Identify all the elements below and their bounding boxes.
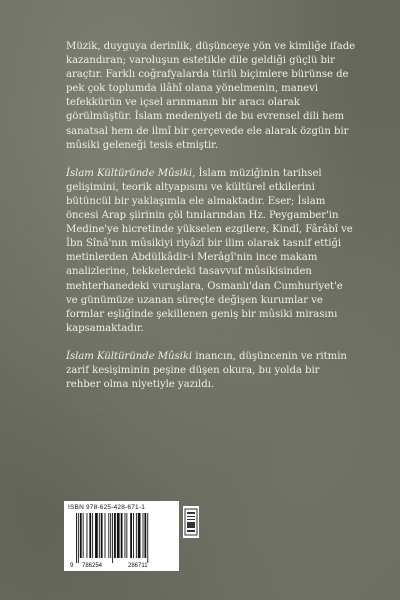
barcode-bar (144, 513, 146, 558)
blurb-text-block (66, 40, 356, 406)
barcode-bar (121, 513, 123, 558)
book-title-italic: İslam Kültüründe Mûsiki (66, 167, 193, 179)
barcode-bar (108, 513, 109, 558)
barcode-bar (147, 513, 148, 563)
barcode-bar (99, 513, 100, 558)
paragraph-3-text: inancın, düşüncenin ve ritmin zarif kesişiminin peşine düşen okura, bu yolda bir rehber olma niyetiyle yazıldı. (66, 350, 347, 391)
barcode-bar (80, 513, 82, 558)
barcode-bar (83, 513, 84, 558)
barcode-graphic (70, 513, 174, 569)
barcode-bar (126, 513, 127, 558)
barcode-bar (136, 513, 137, 558)
barcode-bar (114, 513, 116, 558)
blurb-paragraph-1 (66, 40, 356, 153)
publisher-logo-icon (183, 506, 199, 538)
blurb-paragraph-3 (66, 350, 356, 392)
paragraph-1-text: Müzik, duyguya derinlik, düşünceye yön ve kimliğe ifade kazandıran; varoluşun estetikle dile geldiği güçlü bir araçtır. Farklı coğrafyalarda türlü biçimlere bürünse de pek çok toplumda ilâhî olana yönelmenin, manevi tefekkürün ve içsel arınmanın bir aracı olarak görülmüştür. İslam medeniyeti de bu evrensel dili hem sanatsal hem de ilmî bir çerçevede ele alarak özgün bir mûsiki geleneği tesis etmiştir. (66, 41, 356, 151)
paragraph-2-text: , İslam müziğinin tarihsel gelişimini, teorik altyapısını ve kültürel etkilerini bütüncül bir yaklaşımla ele almaktadır. Eser; İslam öncesi Arap şiirinin çöl tınılarından Hz. Peygamber'in Medine'ye hicretinde yükselen ezgilere, Kindî, Fârâbî ve İbn Sînâ'nın mûsikiyi riyâzî bir ilim olarak tasnif ettiği metinlerden Abdülkâdir-i Merâgî'nin ince makam analizlerine, tekkelerdeki tasavvuf mûsikisinden mehterhanedeki vuruşlara, Osmanlı'dan Cumhuriyet'e ve günümüze uzanan süreçte değişen kurumlar ve formlar eşliğinde şekillenen geniş bir mûsiki mirasını kapsamaktadır. (66, 167, 353, 334)
barcode-bar (101, 513, 103, 558)
barcode-digit-first: 9 (70, 563, 74, 569)
isbn-label: ISBN 978-625-428-671-1 (68, 504, 146, 511)
isbn-barcode (64, 501, 179, 571)
barcode-bar (92, 513, 93, 558)
barcode-bar (143, 513, 144, 558)
blurb-paragraph-2 (66, 167, 356, 336)
book-title-italic: İslam Kültüründe Mûsiki (66, 350, 193, 362)
barcode-bar (130, 513, 132, 558)
barcode-bar (112, 513, 113, 563)
barcode-bars (76, 513, 148, 563)
barcode-digits-left: 786254 (82, 563, 103, 569)
barcode-bar (117, 513, 120, 558)
barcode-digits-right: 286711 (128, 563, 148, 569)
barcode-bar (76, 513, 77, 563)
barcode-bar (138, 513, 141, 558)
barcode-bar (89, 513, 91, 558)
barcode-bar (95, 513, 98, 558)
barcode-bar (78, 513, 79, 563)
barcode-bar (133, 513, 134, 558)
barcode-bar (105, 513, 106, 558)
barcode-bar (87, 513, 88, 558)
publisher-logo (183, 506, 199, 538)
barcode-bar (125, 513, 126, 558)
barcode-bar (110, 513, 111, 558)
